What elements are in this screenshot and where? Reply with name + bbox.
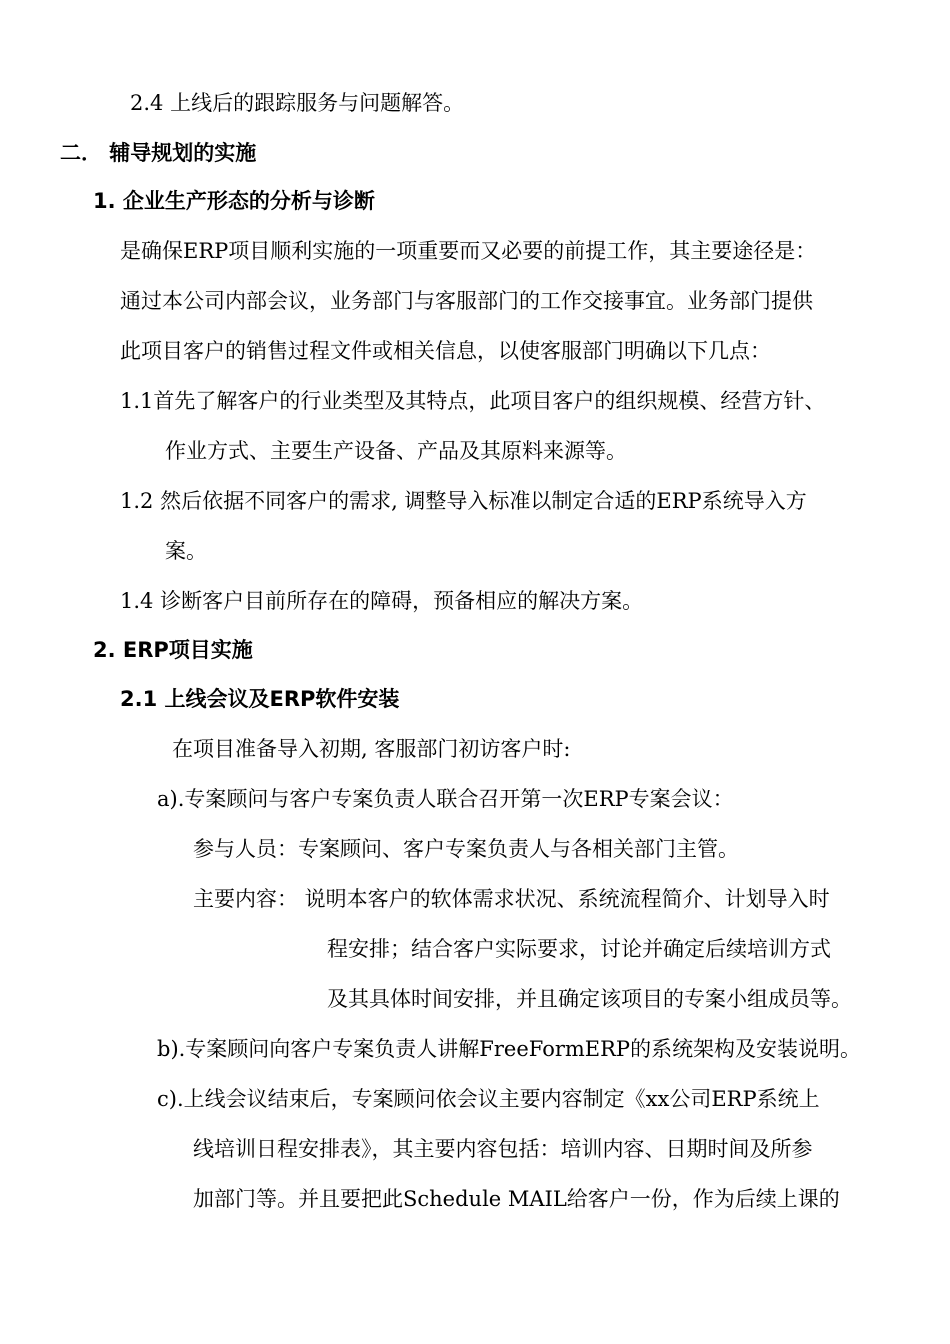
list-item-1-4: 1.4 诊断客户目前所存在的障碍，预备相应的解决方案。 bbox=[120, 589, 644, 613]
list-item-1-2: 1.2 然后依据不同客户的需求, 调整导入标准以制定合适的ERP系统导入方 bbox=[120, 489, 807, 513]
main-content-continuation: 程安排；结合客户实际要求，讨论并确定后续培训方式 bbox=[327, 937, 831, 961]
paragraph-line: 在项目准备导入初期, 客服部门初访客户时: bbox=[172, 737, 571, 761]
list-item-b: b).专案顾问向客户专案负责人讲解FreeFormERP的系统架构及安装说明。 bbox=[157, 1037, 862, 1061]
subsection-heading-2-1: 2.1 上线会议及ERP软件安装 bbox=[120, 687, 400, 711]
list-item-a: a).专案顾问与客户专案负责人联合召开第一次ERP专案会议： bbox=[157, 787, 734, 811]
list-item-continuation: 线培训日程安排表》，其主要内容包括：培训内容、日期时间及所参 bbox=[193, 1137, 813, 1161]
list-item-2-4: 2.4 上线后的跟踪服务与问题解答。 bbox=[130, 91, 465, 115]
paragraph-line: 是确保ERP项目顺利实施的一项重要而又必要的前提工作，其主要途径是： bbox=[120, 239, 817, 263]
subsection-heading-1: 1. 企业生产形态的分析与诊断 bbox=[93, 189, 375, 213]
paragraph-line: 通过本公司内部会议，业务部门与客服部门的工作交接事宜。业务部门提供 bbox=[120, 289, 813, 313]
subsection-heading-2: 2. ERP项目实施 bbox=[93, 638, 253, 662]
list-item-1-1: 1.1首先了解客户的行业类型及其特点，此项目客户的组织规模、经营方针、 bbox=[120, 389, 826, 413]
list-item-c: c).上线会议结束后，专案顾问依会议主要内容制定《xx公司ERP系统上 bbox=[157, 1087, 820, 1111]
main-content-continuation: 及其具体时间安排，并且确定该项目的专案小组成员等。 bbox=[327, 987, 852, 1011]
list-item-continuation: 加部门等。并且要把此Schedule MAIL给客户一份，作为后续上课的 bbox=[193, 1187, 840, 1211]
section-heading-2: 二． 辅导规划的实施 bbox=[60, 141, 257, 165]
participants-line: 参与人员：专案顾问、客户专案负责人与各相关部门主管。 bbox=[193, 837, 739, 861]
list-item-continuation: 案。 bbox=[165, 539, 207, 563]
list-item-continuation: 作业方式、主要生产设备、产品及其原料来源等。 bbox=[165, 439, 627, 463]
main-content-line: 主要内容： 说明本客户的软体需求状况、系统流程简介、计划导入时 bbox=[193, 887, 830, 911]
paragraph-line: 此项目客户的销售过程文件或相关信息，以使客服部门明确以下几点： bbox=[120, 339, 771, 363]
